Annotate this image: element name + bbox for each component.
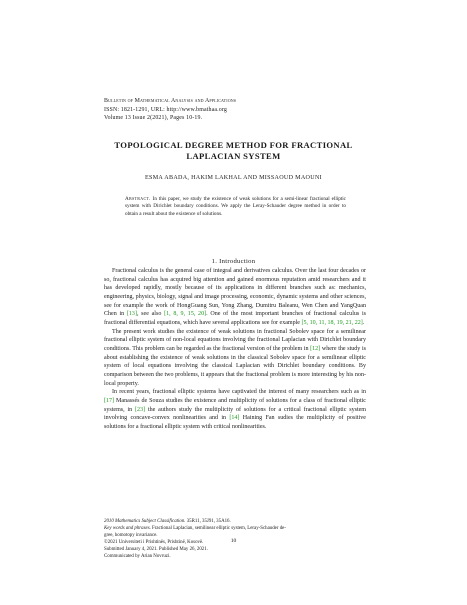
authors: ESMA ABADA, HAKIM LAKHAL AND MISSAOUD MAOUNI	[144, 175, 322, 181]
citation-link[interactable]: [17]	[104, 397, 115, 404]
journal-header	[104, 97, 404, 123]
paragraph-text: . One of the most important branches of fractional calculus is fractional differential equations, which have several applications see for example	[104, 311, 366, 326]
paragraph	[104, 328, 366, 389]
msc-line	[104, 519, 366, 526]
title-line-2: LAPLACIAN SYSTEM	[186, 151, 281, 161]
citation-link[interactable]: [23]	[135, 406, 146, 413]
citation-link[interactable]: [14]	[229, 415, 240, 422]
keywords-line	[104, 526, 366, 533]
paragraph-text: Manassés de Souza studies the existence and multiplicity of solutions for a class of fractional elliptic systems, in	[104, 397, 366, 413]
msc-value: 35R11, 35J91, 35A16.	[185, 519, 231, 524]
abstract	[125, 196, 346, 218]
submission-dates: Submitted January 4, 2021. Published May 26, 2021.	[104, 546, 208, 552]
paragraph-text: Fractional calculus is the general case of integral and derivatives calculus. Over the last four decades or so, fractional calculus has acquired big attention and gained enormous reputation amid researchers and it has developed rapidly, mostly because of its applications in different branches such as: mechanics, engineering, physics, biology, signal and image processing, economic, dynamic systems and other sciences, see for example the work of HongGuang Sun, Yong Zhang, Dumitru Baleanu, Wen Chen and YangQuan Chen in	[104, 268, 366, 318]
section-heading: 1. Introduction	[211, 258, 256, 265]
keywords-continuation: gree, homotopy invariance.	[104, 532, 158, 538]
copyright-line: ©2021 Universiteti i Prishtinës, Prishtinë, Kosovë.	[104, 539, 204, 545]
paragraph-text: Haining Fan sudies the multiplicity of positive solutions for a fractional elliptic system with critical nonlinearities.	[104, 415, 366, 430]
paragraph-text: The present work studies the existence of weak solutions in fractional Sobolev space for a semilinear fractional elliptic system of non-local equations involving the fractional Laplacian with Dirichlet boundary conditions. This problem can be regarded as the fractional version of the problem in	[104, 328, 366, 352]
paragraph	[104, 267, 366, 328]
paragraph	[104, 388, 366, 431]
abstract-text: In this paper, we study the existence of weak solutions for a semi-linear fractional elliptic system with Dirichlet boundary conditions. We apply the Leray-Schauder degree method in order to obtain a result about the existence of solutions.	[125, 196, 346, 217]
paragraph-text: the authors study the multiplicity of solutions for a critical fractional elliptic system involving concave-convex nonlinearities and in	[104, 406, 367, 422]
page-number: 10	[230, 538, 237, 544]
journal-name: Bulletin of Mathematical Analysis and Applications	[104, 98, 237, 104]
journal-issn-url: ISSN: 1821-1291, URL: http://www.bmathaa.org	[104, 106, 227, 113]
paragraph-text: , see also	[136, 311, 165, 318]
title-line-1: TOPOLOGICAL DEGREE METHOD FOR FRACTIONAL	[114, 140, 353, 150]
keywords-value-1: Fractional Laplacian, semilinear elliptic system, Leray-Schauder de-	[150, 525, 286, 531]
citation-link[interactable]: [12]	[310, 345, 321, 352]
citation-link[interactable]: [5, 10, 11, 18, 19, 21, 22]	[301, 319, 363, 326]
msc-label: 2010 Mathematics Subject Classification.	[104, 519, 186, 524]
abstract-label: Abstract.	[125, 196, 151, 202]
paper-title	[60, 140, 407, 162]
communicated-by: Communicated by Arian Novruzi.	[104, 553, 171, 559]
body-text	[104, 267, 366, 431]
citation-link[interactable]: [13]	[126, 311, 137, 318]
paragraph-text: In recent years, fractional elliptic systems have captivated the interest of many researchers such as in	[112, 389, 366, 396]
citation-link[interactable]: [1, 8, 9, 15, 20]	[164, 311, 207, 318]
paragraph-text: .	[362, 319, 365, 326]
keywords-label: Key words and phrases.	[104, 525, 151, 531]
journal-volume: Volume 13 Issue 2(2021), Pages 10-19.	[104, 115, 203, 122]
paragraph-text: where the study is about establishing the existence of weak solutions in the classical Sobolev space for a semilinear elliptic system of local equations involving the classical Laplacian with Dirichlet boundary conditions. By comparison between the two problems, it appears that the fractional problem is more interesting by his non-local property.	[104, 345, 366, 387]
